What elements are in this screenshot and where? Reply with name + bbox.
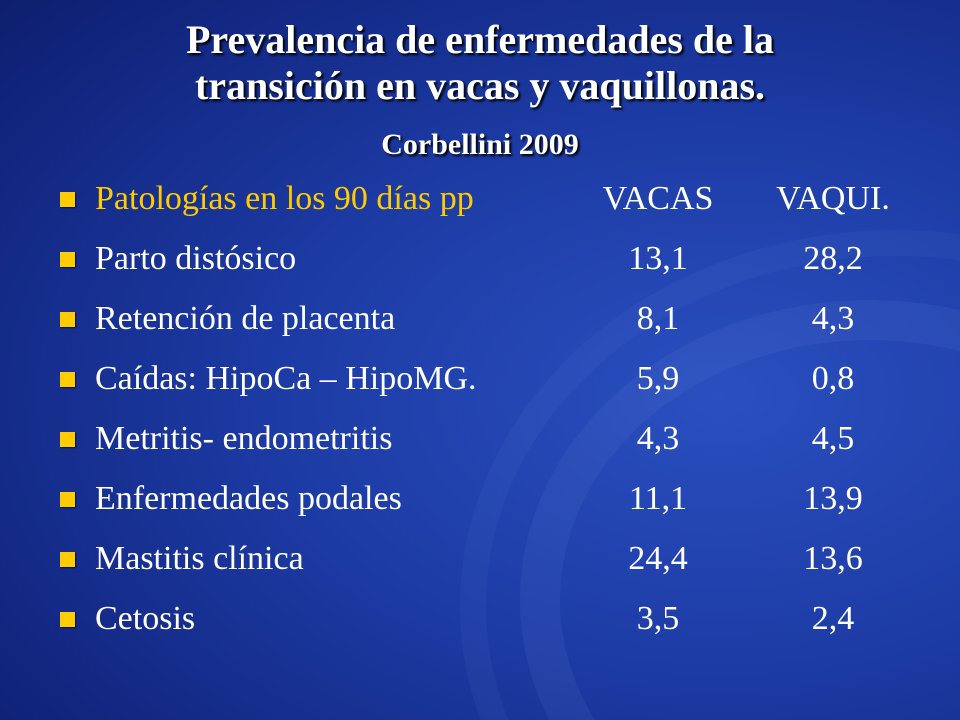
table-row [60,356,940,416]
row-vacas-value: 8,1 [636,300,680,337]
row-vaqui-value: 28,2 [803,240,863,277]
row-vacas-value: 13,1 [628,240,688,277]
row-label: Caídas: HipoCa – HipoMG. [95,360,477,397]
header-vacas: VACAS [602,180,714,217]
table-row [60,596,940,656]
square-bullet-icon [60,432,75,447]
row-label: Metritis- endometritis [95,420,393,457]
row-label: Retención de placenta [95,300,396,337]
row-vaqui-value: 4,3 [811,300,855,337]
square-bullet-icon [60,252,75,267]
row-label: Parto distósico [95,240,297,277]
row-vaqui-value: 4,5 [811,420,855,457]
table-row [60,416,940,476]
prevalence-table [60,176,940,656]
row-vaqui-value: 2,4 [811,600,855,637]
table-header-row [60,176,940,236]
square-bullet-icon [60,372,75,387]
square-bullet-icon [60,492,75,507]
row-vacas-value: 11,1 [628,480,688,517]
row-label: Enfermedades podales [95,480,402,517]
slide-title-line-1: Prevalencia de enfermedades de la [185,17,775,62]
row-vacas-value: 5,9 [636,360,680,397]
row-vacas-value: 3,5 [636,600,680,637]
table-row [60,476,940,536]
row-label: Cetosis [95,600,196,637]
row-vaqui-value: 0,8 [811,360,855,397]
table-row [60,236,940,296]
square-bullet-icon [60,192,75,207]
row-vacas-value: 4,3 [636,420,680,457]
row-vaqui-value: 13,6 [803,540,863,577]
slide-title-line-2: transición en vacas y vaquillonas. [194,63,766,108]
table-row [60,536,940,596]
header-vaqui: VAQUI. [776,180,890,217]
square-bullet-icon [60,612,75,627]
square-bullet-icon [60,312,75,327]
square-bullet-icon [60,552,75,567]
row-vacas-value: 24,4 [628,540,688,577]
slide-subtitle: Corbellini 2009 [381,128,579,161]
row-label: Mastitis clínica [95,540,304,577]
row-vaqui-value: 13,9 [803,480,863,517]
table-row [60,296,940,356]
header-label: Patologías en los 90 días pp [95,180,474,217]
